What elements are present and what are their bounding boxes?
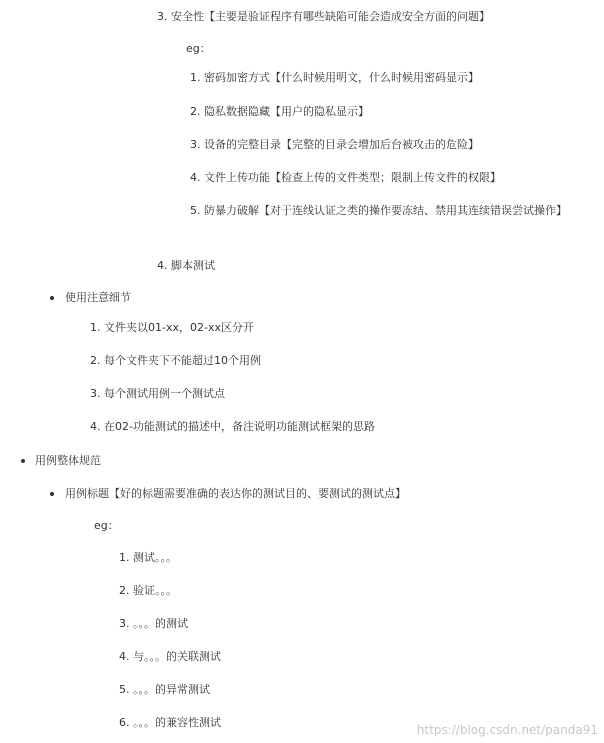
example-item: 5. 。。。的异常测试 [119,683,210,696]
security-point: 5. 防暴力破解【对于连线认证之类的操作要冻结、禁用其连续错误尝试操作】 [190,204,567,217]
case-title-item: 用例标题【好的标题需要准确的表达你的测试目的、要测试的测试点】 [65,487,406,500]
example-item: 2. 验证。。。 [119,584,177,597]
security-item: 3. 安全性【主要是验证程序有哪些缺陷可能会造成安全方面的问题】 [157,10,490,23]
usage-title: 使用注意细节 [65,291,131,304]
usage-point: 2. 每个文件夹下不能超过10个用例 [90,354,261,367]
overall-title: 用例整体规范 [35,454,101,467]
usage-point: 3. 每个测试用例一个测试点 [90,387,225,400]
bullet-dot [50,296,54,300]
example-item: 6. 。。。的兼容性测试 [119,716,221,729]
security-point: 4. 文件上传功能【检查上传的文件类型；限制上传文件的权限】 [190,171,501,184]
usage-point: 1. 文件夹以01-xx，02-xx区分开 [90,321,254,334]
security-eg-label: eg： [186,42,211,55]
script-test-item: 4. 脚本测试 [157,259,215,272]
usage-point: 4. 在02-功能测试的描述中，备注说明功能测试框架的思路 [90,420,375,433]
example-item: 4. 与。。。的关联测试 [119,650,221,663]
bullet-dot [21,459,25,463]
security-point: 1. 密码加密方式【什么时候用明文，什么时候用密码显示】 [190,71,479,84]
security-point: 3. 设备的完整目录【完整的目录会增加后台被攻击的危险】 [190,138,479,151]
overall-eg-label: eg： [94,519,119,532]
security-point: 2. 隐私数据隐藏【用户的隐私显示】 [190,105,369,118]
bullet-dot [50,492,54,496]
example-item: 1. 测试。。。 [119,551,177,564]
watermark: https://blog.csdn.net/panda91 [416,723,598,737]
example-item: 3. 。。。的测试 [119,617,188,630]
